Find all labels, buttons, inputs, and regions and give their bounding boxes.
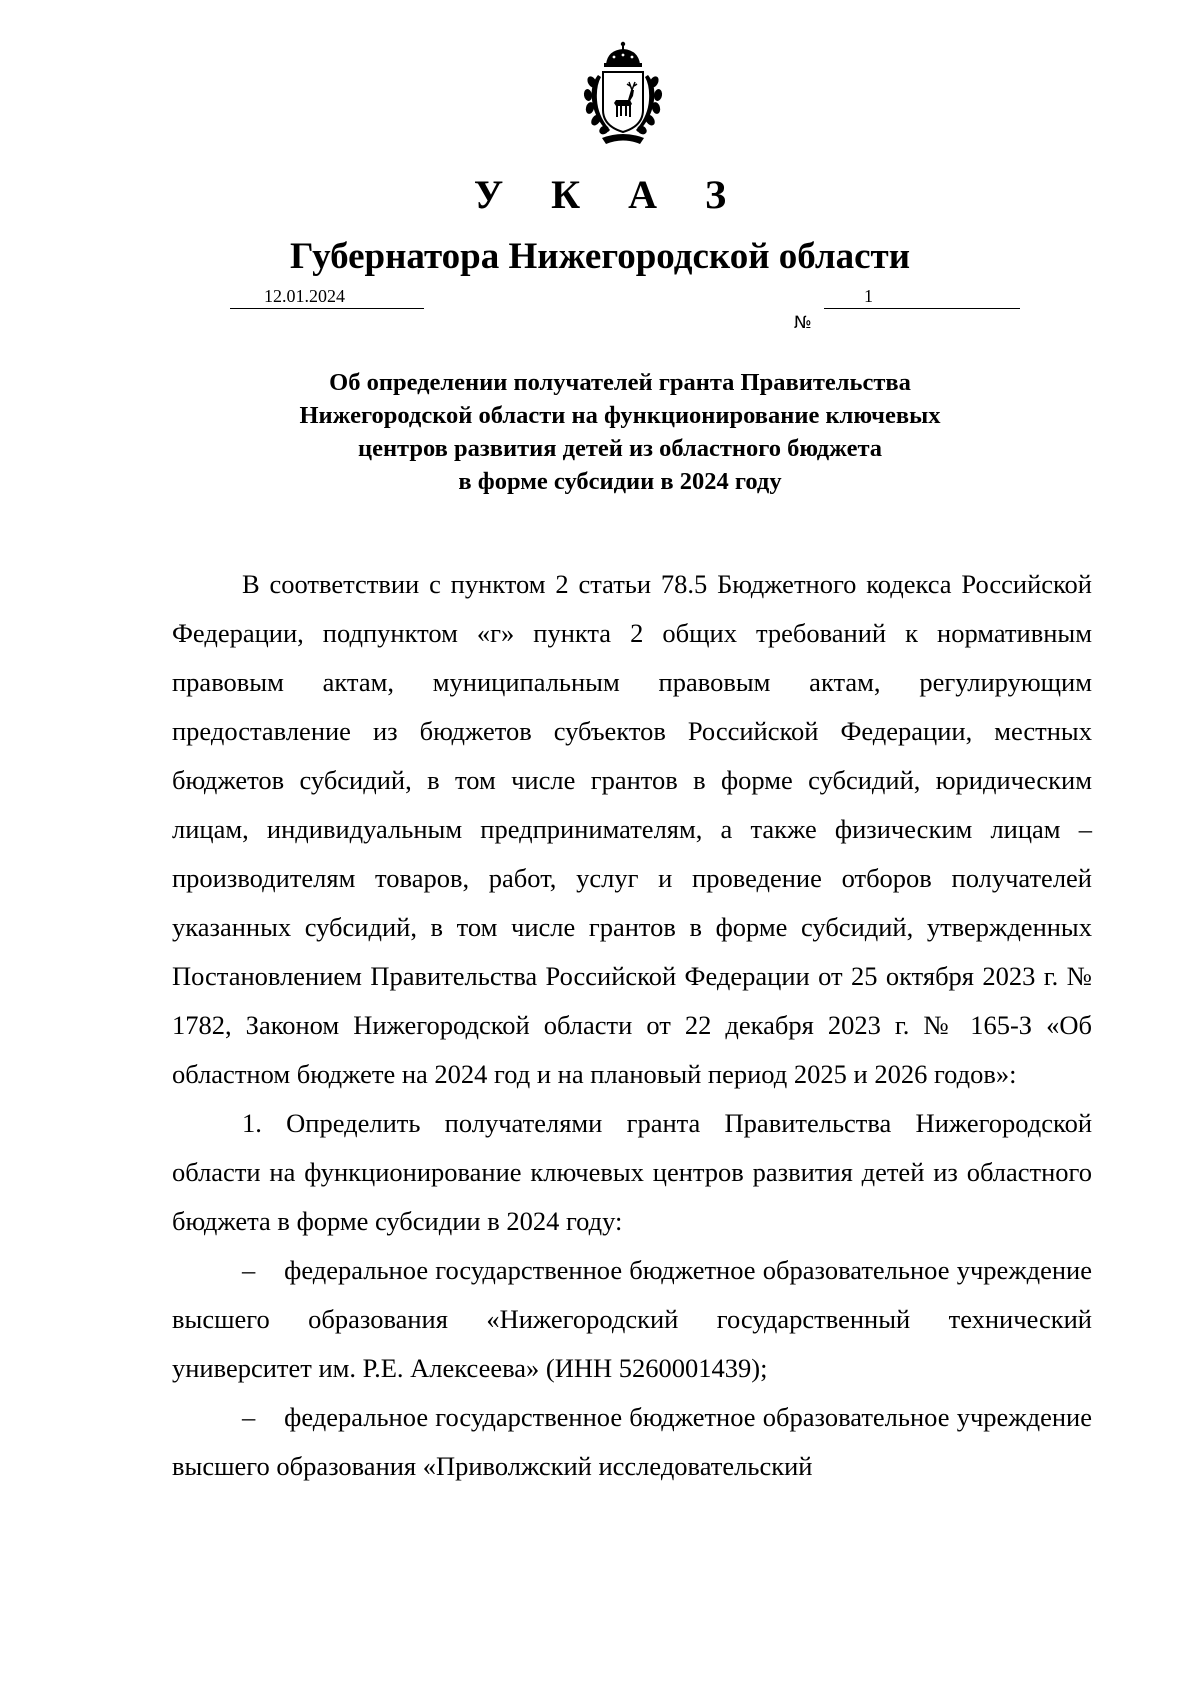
- clause-1-paragraph: 1. Определить получателями гранта Правительства Нижегородской области на функционирование ключевых центров развития детей из областного бюджета в форме субсидии в 2024 году:: [172, 1108, 1092, 1236]
- heading-line: Нижегородской области на функционирование ключевых: [299, 402, 941, 429]
- decree-number: 1: [864, 286, 873, 306]
- recipient-list-item: – федеральное государственное бюджетное образовательное учреждение высшего образования «Приволжский исследовательский: [172, 1402, 1092, 1481]
- decree-heading: [160, 366, 1080, 498]
- heading-line: центров развития детей из областного бюджета: [357, 435, 883, 462]
- decree-date: 12.01.2024: [264, 286, 345, 306]
- heading-line: Об определении получателей гранта Правительства: [329, 369, 911, 396]
- recipient-list-item: – федеральное государственное бюджетное образовательное учреждение высшего образования «Нижегородский государственный технический университет им. Р.Е. Алексеева» (ИНН 5260001439);: [172, 1255, 1092, 1383]
- decree-number-label: №: [794, 313, 812, 333]
- preamble-paragraph: В соответствии с пунктом 2 статьи 78.5 Бюджетного кодекса Российской Федерации, подпунктом «г» пункта 2 общих требований к нормативным правовым актам, муниципальным правовым актам, регулирующим предоставление из бюджетов субъектов Российской Федерации, местных бюджетов субсидий, в том числе грантов в форме субсидий, юридическим лицам, индивидуальным предпринимателям, а также физическим лицам – производителям товаров, работ, услуг и проведение отборов получателей указанных субсидий, в том числе грантов в форме субсидий, утвержденных Постановлением Правительства Российской Федерации от 25 октября 2023 г. № 1782, Законом Нижегородской области от 22 декабря 2023 г. № 165-З «Об областном бюджете на 2024 год и на плановый период 2025 и 2026 годов»:: [172, 569, 1092, 1089]
- decree-issuer: Губернатора Нижегородской области: [289, 236, 911, 277]
- decree-date-field: [230, 286, 424, 309]
- decree-body: [172, 560, 1092, 1491]
- coat-of-arms-emblem: [568, 40, 678, 152]
- decree-number-field: [824, 286, 1020, 309]
- heading-line: в форме субсидии в 2024 году: [458, 468, 782, 495]
- decree-title: У К А З: [473, 172, 746, 217]
